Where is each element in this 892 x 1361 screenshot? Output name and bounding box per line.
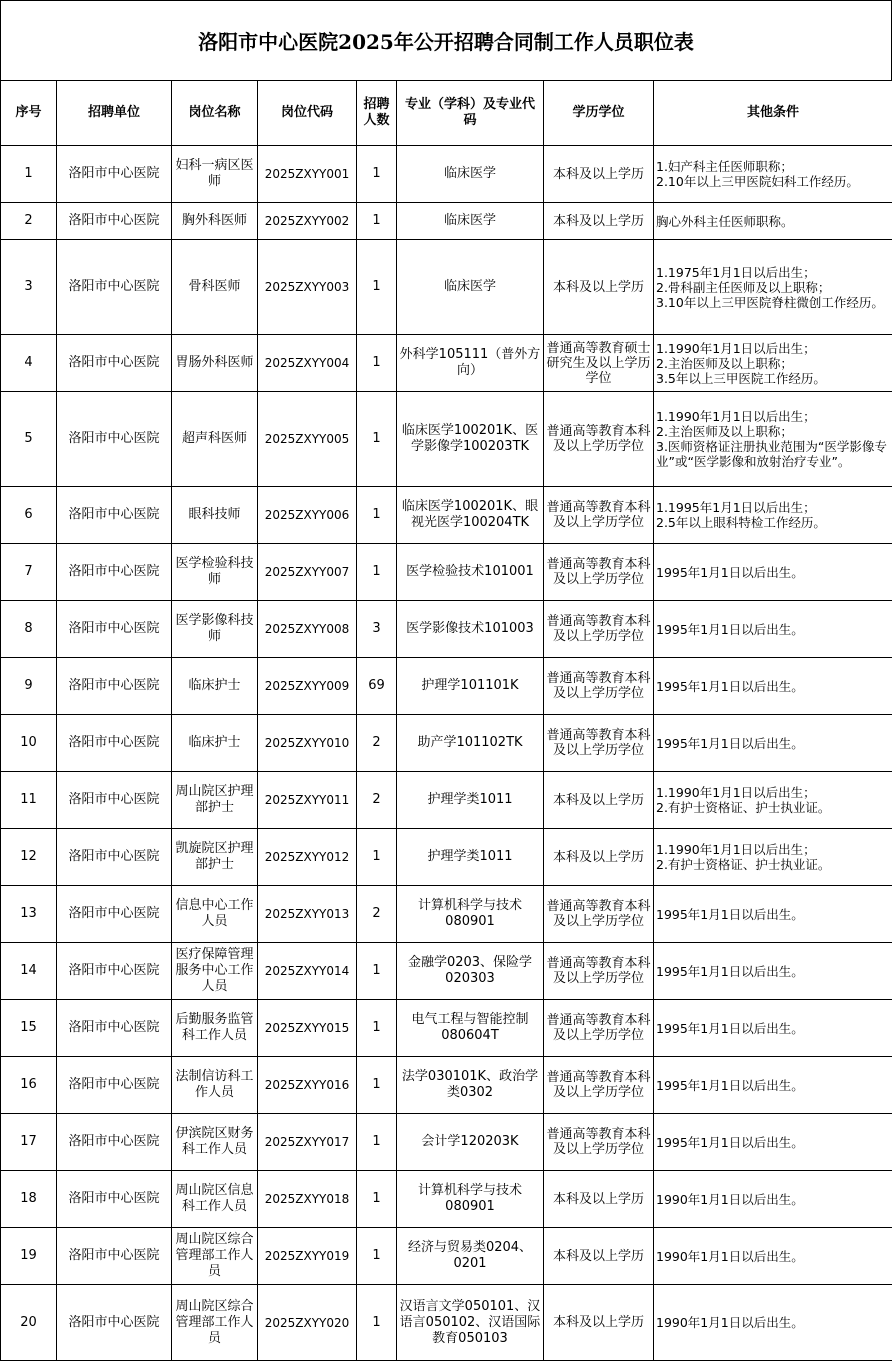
cell-other	[654, 544, 892, 601]
table-row	[1, 772, 892, 829]
cell-unit: 洛阳市中心医院	[57, 1228, 172, 1285]
cell-post: 凯旋院区护理部护士	[172, 829, 258, 886]
cell-unit: 洛阳市中心医院	[57, 772, 172, 829]
table-row	[1, 146, 892, 203]
cell-no: 11	[1, 772, 57, 829]
cell-code: 2025ZXYY008	[258, 601, 357, 658]
cell-other	[654, 240, 892, 335]
cell-count: 1	[357, 1228, 397, 1285]
table-body	[1, 146, 892, 1361]
cell-edu: 普通高等教育本科及以上学历学位	[544, 886, 654, 943]
other-condition-line: 1.妇产科主任医师职称；	[656, 159, 793, 174]
cell-count: 1	[357, 1000, 397, 1057]
cell-count: 2	[357, 715, 397, 772]
cell-edu: 本科及以上学历	[544, 240, 654, 335]
other-condition-line: 胸心外科主任医师职称。	[656, 213, 794, 229]
cell-code: 2025ZXYY019	[258, 1228, 357, 1285]
other-condition-line: 1.1990年1月1日以后出生；	[656, 785, 816, 800]
cell-post: 骨科医师	[172, 240, 258, 335]
cell-code: 2025ZXYY017	[258, 1114, 357, 1171]
cell-count: 1	[357, 1171, 397, 1228]
cell-major: 护理学类1011	[397, 829, 544, 886]
cell-unit: 洛阳市中心医院	[57, 487, 172, 544]
table-row	[1, 487, 892, 544]
cell-unit: 洛阳市中心医院	[57, 886, 172, 943]
cell-other	[654, 1228, 892, 1285]
cell-post: 周山院区综合管理部工作人员	[172, 1285, 258, 1361]
table-row	[1, 1285, 892, 1361]
cell-count: 1	[357, 335, 397, 392]
other-condition-line: 1.1990年1月1日以后出生；	[656, 409, 816, 424]
cell-count: 1	[357, 829, 397, 886]
cell-code: 2025ZXYY003	[258, 240, 357, 335]
cell-edu: 普通高等教育本科及以上学历学位	[544, 943, 654, 1000]
cell-other	[654, 146, 892, 203]
cell-code: 2025ZXYY014	[258, 943, 357, 1000]
other-condition-line: 1.1990年1月1日以后出生；	[656, 842, 816, 857]
cell-edu: 普通高等教育本科及以上学历学位	[544, 601, 654, 658]
cell-other	[654, 886, 892, 943]
cell-unit: 洛阳市中心医院	[57, 601, 172, 658]
cell-unit: 洛阳市中心医院	[57, 943, 172, 1000]
cell-other	[654, 715, 892, 772]
cell-code: 2025ZXYY015	[258, 1000, 357, 1057]
other-condition-line: 3.5年以上三甲医院工作经历。	[656, 370, 826, 386]
cell-unit: 洛阳市中心医院	[57, 544, 172, 601]
cell-edu: 本科及以上学历	[544, 1171, 654, 1228]
cell-no: 10	[1, 715, 57, 772]
table-row	[1, 658, 892, 715]
cell-edu: 本科及以上学历	[544, 772, 654, 829]
cell-post: 超声科医师	[172, 392, 258, 487]
cell-edu: 本科及以上学历	[544, 829, 654, 886]
cell-edu: 普通高等教育本科及以上学历学位	[544, 392, 654, 487]
cell-code: 2025ZXYY001	[258, 146, 357, 203]
other-condition-line: 1990年1月1日以后出生。	[656, 1315, 804, 1330]
cell-unit: 洛阳市中心医院	[57, 203, 172, 240]
cell-major: 外科学105111（普外方向）	[397, 335, 544, 392]
cell-edu: 普通高等教育本科及以上学历学位	[544, 1057, 654, 1114]
cell-count: 3	[357, 601, 397, 658]
other-condition-line: 2.主治医师及以上职称；	[656, 355, 793, 371]
cell-major: 法学030101K、政治学类0302	[397, 1057, 544, 1114]
other-condition-line: 1.1995年1月1日以后出生；	[656, 500, 816, 515]
cell-unit: 洛阳市中心医院	[57, 1285, 172, 1361]
cell-major: 计算机科学与技术080901	[397, 886, 544, 943]
cell-edu: 本科及以上学历	[544, 1285, 654, 1361]
other-condition-line: 2.骨科副主任医师及以上职称；	[656, 279, 831, 295]
cell-major: 临床医学	[397, 203, 544, 240]
cell-edu: 普通高等教育本科及以上学历学位	[544, 1114, 654, 1171]
table-row	[1, 715, 892, 772]
cell-other	[654, 1114, 892, 1171]
cell-other	[654, 829, 892, 886]
cell-code: 2025ZXYY005	[258, 392, 357, 487]
cell-post: 医疗保障管理服务中心工作人员	[172, 943, 258, 1000]
cell-count: 1	[357, 1057, 397, 1114]
cell-post: 伊滨院区财务科工作人员	[172, 1114, 258, 1171]
other-condition-line: 1995年1月1日以后出生。	[656, 1134, 804, 1150]
other-condition-line: 3.医师资格证注册执业范围为“医学影像专业”或“医学影像和放射治疗专业”。	[656, 439, 887, 469]
cell-unit: 洛阳市中心医院	[57, 658, 172, 715]
position-table	[0, 80, 892, 1361]
cell-major: 计算机科学与技术080901	[397, 1171, 544, 1228]
cell-post: 眼科技师	[172, 487, 258, 544]
header-row	[1, 81, 892, 146]
other-condition-line: 2.有护士资格证、护士执业证。	[656, 857, 831, 872]
other-condition-line: 1990年1月1日以后出生。	[656, 1191, 804, 1207]
other-condition-line: 1995年1月1日以后出生。	[656, 678, 804, 694]
other-condition-line: 1995年1月1日以后出生。	[656, 564, 804, 580]
other-condition-line: 1990年1月1日以后出生。	[656, 1248, 804, 1264]
cell-other	[654, 1000, 892, 1057]
cell-count: 2	[357, 772, 397, 829]
cell-unit: 洛阳市中心医院	[57, 335, 172, 392]
table-row	[1, 829, 892, 886]
table-row	[1, 1000, 892, 1057]
header-edu: 学历学位	[544, 81, 654, 146]
other-condition-line: 2.5年以上眼科特检工作经历。	[656, 515, 826, 530]
cell-post: 妇科一病区医师	[172, 146, 258, 203]
cell-post: 临床护士	[172, 715, 258, 772]
other-condition-line: 1.1975年1月1日以后出生；	[656, 264, 816, 280]
cell-post: 周山院区综合管理部工作人员	[172, 1228, 258, 1285]
cell-code: 2025ZXYY004	[258, 335, 357, 392]
cell-other	[654, 487, 892, 544]
cell-major: 会计学120203K	[397, 1114, 544, 1171]
cell-edu: 本科及以上学历	[544, 203, 654, 240]
cell-no: 14	[1, 943, 57, 1000]
cell-count: 69	[357, 658, 397, 715]
other-condition-line: 1995年1月1日以后出生。	[656, 906, 804, 922]
cell-count: 1	[357, 240, 397, 335]
cell-edu: 普通高等教育本科及以上学历学位	[544, 715, 654, 772]
cell-other	[654, 1057, 892, 1114]
header-other: 其他条件	[654, 81, 892, 146]
cell-post: 胃肠外科医师	[172, 335, 258, 392]
cell-count: 1	[357, 146, 397, 203]
cell-major: 电气工程与智能控制080604T	[397, 1000, 544, 1057]
header-no: 序号	[1, 81, 57, 146]
table-row	[1, 1228, 892, 1285]
cell-no: 8	[1, 601, 57, 658]
cell-unit: 洛阳市中心医院	[57, 1057, 172, 1114]
cell-no: 7	[1, 544, 57, 601]
cell-no: 1	[1, 146, 57, 203]
cell-post: 周山院区护理部护士	[172, 772, 258, 829]
other-condition-line: 2.有护士资格证、护士执业证。	[656, 800, 831, 815]
table-row	[1, 1057, 892, 1114]
other-condition-line: 2.10年以上三甲医院妇科工作经历。	[656, 174, 859, 189]
cell-major: 经济与贸易类0204、0201	[397, 1228, 544, 1285]
table-row	[1, 1171, 892, 1228]
cell-major: 金融学0203、保险学020303	[397, 943, 544, 1000]
table-row	[1, 544, 892, 601]
cell-other	[654, 658, 892, 715]
cell-unit: 洛阳市中心医院	[57, 1114, 172, 1171]
other-condition-line: 1995年1月1日以后出生。	[656, 1020, 804, 1036]
other-condition-line: 2.主治医师及以上职称；	[656, 424, 793, 439]
cell-no: 17	[1, 1114, 57, 1171]
cell-other	[654, 335, 892, 392]
cell-edu: 普通高等教育本科及以上学历学位	[544, 658, 654, 715]
cell-unit: 洛阳市中心医院	[57, 240, 172, 335]
cell-count: 1	[357, 1285, 397, 1361]
cell-unit: 洛阳市中心医院	[57, 715, 172, 772]
cell-post: 临床护士	[172, 658, 258, 715]
cell-code: 2025ZXYY009	[258, 658, 357, 715]
other-condition-line: 1995年1月1日以后出生。	[656, 1077, 804, 1093]
other-condition-line: 1995年1月1日以后出生。	[656, 735, 804, 751]
cell-count: 1	[357, 1114, 397, 1171]
cell-code: 2025ZXYY020	[258, 1285, 357, 1361]
cell-no: 6	[1, 487, 57, 544]
cell-post: 信息中心工作人员	[172, 886, 258, 943]
cell-unit: 洛阳市中心医院	[57, 392, 172, 487]
page-title: 洛阳市中心医院2025年公开招聘合同制工作人员职位表	[0, 0, 892, 80]
cell-count: 1	[357, 544, 397, 601]
cell-major: 临床医学100201K、眼视光医学100204TK	[397, 487, 544, 544]
cell-no: 18	[1, 1171, 57, 1228]
table-row	[1, 886, 892, 943]
cell-post: 后勤服务监管科工作人员	[172, 1000, 258, 1057]
table-row	[1, 392, 892, 487]
cell-no: 9	[1, 658, 57, 715]
cell-no: 3	[1, 240, 57, 335]
cell-count: 1	[357, 487, 397, 544]
cell-major: 医学检验技术101001	[397, 544, 544, 601]
cell-other	[654, 772, 892, 829]
other-condition-line: 1995年1月1日以后出生。	[656, 963, 804, 979]
cell-other	[654, 1171, 892, 1228]
cell-code: 2025ZXYY011	[258, 772, 357, 829]
header-code: 岗位代码	[258, 81, 357, 146]
cell-code: 2025ZXYY010	[258, 715, 357, 772]
cell-edu: 普通高等教育硕士研究生及以上学历学位	[544, 335, 654, 392]
other-condition-line: 1.1990年1月1日以后出生；	[656, 340, 816, 356]
cell-code: 2025ZXYY018	[258, 1171, 357, 1228]
cell-major: 汉语言文学050101、汉语言050102、汉语国际教育050103	[397, 1285, 544, 1361]
cell-count: 1	[357, 392, 397, 487]
cell-post: 胸外科医师	[172, 203, 258, 240]
cell-code: 2025ZXYY012	[258, 829, 357, 886]
cell-edu: 普通高等教育本科及以上学历学位	[544, 1000, 654, 1057]
table-row	[1, 240, 892, 335]
cell-count: 2	[357, 886, 397, 943]
cell-other	[654, 392, 892, 487]
header-unit: 招聘单位	[57, 81, 172, 146]
cell-unit: 洛阳市中心医院	[57, 146, 172, 203]
cell-post: 医学影像科技师	[172, 601, 258, 658]
table-row	[1, 203, 892, 240]
cell-post: 周山院区信息科工作人员	[172, 1171, 258, 1228]
cell-code: 2025ZXYY016	[258, 1057, 357, 1114]
cell-other	[654, 1285, 892, 1361]
cell-major: 护理学类1011	[397, 772, 544, 829]
cell-no: 4	[1, 335, 57, 392]
cell-no: 19	[1, 1228, 57, 1285]
cell-edu: 普通高等教育本科及以上学历学位	[544, 487, 654, 544]
cell-unit: 洛阳市中心医院	[57, 1000, 172, 1057]
cell-no: 12	[1, 829, 57, 886]
cell-edu: 普通高等教育本科及以上学历学位	[544, 544, 654, 601]
other-condition-line: 3.10年以上三甲医院脊柱微创工作经历。	[656, 294, 884, 310]
cell-major: 临床医学100201K、医学影像学100203TK	[397, 392, 544, 487]
table-row	[1, 601, 892, 658]
cell-post: 法制信访科工作人员	[172, 1057, 258, 1114]
cell-other	[654, 203, 892, 240]
cell-no: 16	[1, 1057, 57, 1114]
header-major: 专业（学科）及专业代码	[397, 81, 544, 146]
header-count: 招聘 人数	[357, 81, 397, 146]
cell-no: 13	[1, 886, 57, 943]
cell-major: 护理学101101K	[397, 658, 544, 715]
cell-other	[654, 601, 892, 658]
cell-no: 15	[1, 1000, 57, 1057]
cell-major: 助产学101102TK	[397, 715, 544, 772]
cell-edu: 本科及以上学历	[544, 146, 654, 203]
cell-no: 2	[1, 203, 57, 240]
cell-post: 医学检验科技师	[172, 544, 258, 601]
other-condition-line: 1995年1月1日以后出生。	[656, 621, 804, 637]
cell-code: 2025ZXYY007	[258, 544, 357, 601]
table-row	[1, 1114, 892, 1171]
table-row	[1, 335, 892, 392]
cell-unit: 洛阳市中心医院	[57, 829, 172, 886]
cell-other	[654, 943, 892, 1000]
cell-major: 临床医学	[397, 146, 544, 203]
cell-code: 2025ZXYY002	[258, 203, 357, 240]
cell-edu: 本科及以上学历	[544, 1228, 654, 1285]
cell-count: 1	[357, 943, 397, 1000]
cell-major: 临床医学	[397, 240, 544, 335]
cell-count: 1	[357, 203, 397, 240]
header-post: 岗位名称	[172, 81, 258, 146]
cell-no: 5	[1, 392, 57, 487]
cell-code: 2025ZXYY013	[258, 886, 357, 943]
cell-no: 20	[1, 1285, 57, 1361]
cell-major: 医学影像技术101003	[397, 601, 544, 658]
cell-unit: 洛阳市中心医院	[57, 1171, 172, 1228]
cell-code: 2025ZXYY006	[258, 487, 357, 544]
table-row	[1, 943, 892, 1000]
